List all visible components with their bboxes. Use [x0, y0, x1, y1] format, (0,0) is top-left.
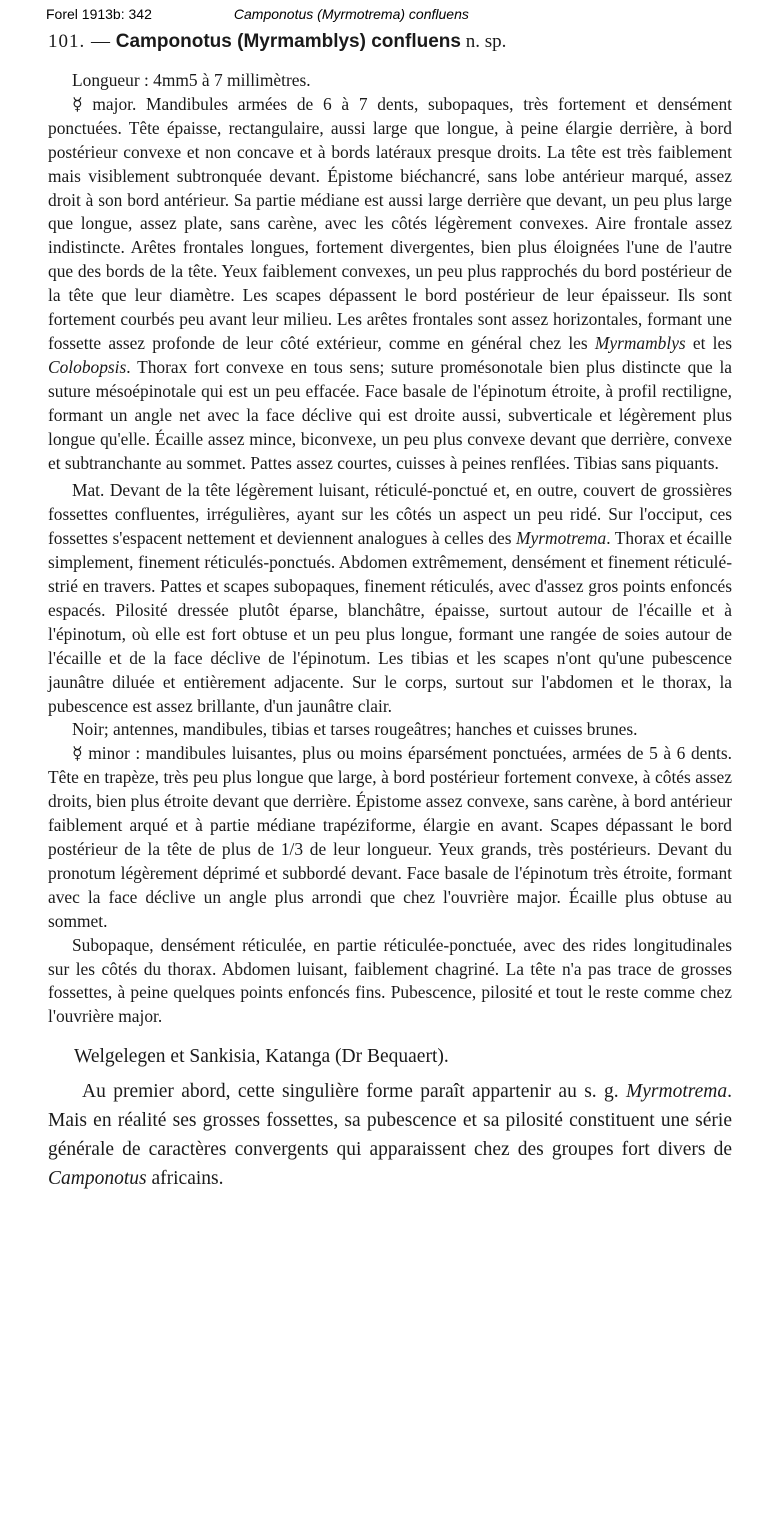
paragraph-minor-description: ☿ minor : mandibules luisantes, plus ou moins éparsément ponctuées, armées de 5 à 6 dents. Tête en trapèze, très peu plus longue que large, à bord postérieur fortement convexe, à côtés assez droits, bien plus étroite devant que derrière. Épistome assez convexe, sans carène, à bord antérieur faiblement arqué et à partie médiane trapéziforme, élargie en avant. Scapes dépassant le bord postérieur de la tête de plus de 1/3 de leur longueur. Yeux grands, très postérieurs. Devant du pronotum légèrement déprimé et subbordé devant. Face basale de l'épinotum très étroite, formant avec la face déclive un angle plus arrondi que chez l'ouvrière major. Écaille plus obtuse au sommet. — [48, 743, 732, 931]
paragraph-length: Longueur : 4mm5 à 7 millimètres. — [72, 70, 311, 90]
page-header — [46, 6, 764, 22]
species-number: 101. — — [48, 31, 111, 52]
paragraph-sculpture: Mat. Devant de la tête légèrement luisant, réticulé-ponctué et, en outre, couvert de grossières fossettes confluentes, irrégulières, ayant sur les côtés un aspect un peu ridé. Sur l'occiput, ces fossettes s'espacent nettement et deviennent analogues à celles des Myrmotrema. Thorax et écaille simplement, finement réticulés-ponctués. Abdomen extrêmement, densément et finement réticulé-strié en travers. Pattes et scapes subopaques, finement réticulés, avec d'assez gros points enfoncés espacés. Pilosité dressée plutôt éparse, blanchâtre, épaisse, surtout autour de l'écaille et à l'épinotum, où elle est fort obtuse et un peu plus longue, formant une rangée de soies autour de l'écaille et de la face déclive de l'épinotum. Les tibias et les scapes n'ont qu'une pubescence jaunâtre diluée et entièrement adjacente. Sur le corps, surtout sur l'abdomen et le thorax, la pubescence est assez brillante, d'un jaunâtre clair. — [48, 480, 733, 716]
header-taxon: Camponotus (Myrmotrema) confluens — [233, 6, 469, 22]
paragraph-minor-sculpture: Subopaque, densément réticulée, en partie réticulée-ponctuée, avec des rides longitudinales sur les côtés du thorax. Abdomen luisant, faiblement chagriné. La tête n'a pas trace de grosses fossettes, à peine quelques points enfoncés fins. Pubescence, pilosité et tout le reste comme chez l'ouvrière major. — [48, 934, 732, 1027]
paragraph-major-description: ☿ major. Mandibules armées de 6 à 7 dents, subopaques, très fortement et densément ponctuées. Tête épaisse, rectangulaire, aussi large que longue, à peine élargie derrière, à bord postérieur convexe et non concave et à bords latéraux presque droits. La tête est très faiblement mais visiblement subtronquée devant. Épistome biéchancré, sans lobe antérieur marqué, assez droit à son bord antérieur. Sa partie médiane est aussi large derrière que devant, un peu plus large que longue, assez plate, sans carène, avec les côtés légèrement convexes. Aire frontale assez indistincte. Arêtes frontales longues, fortement divergentes, bien plus éloignées l'une de l'autre que des bords de la tête. Yeux faiblement convexes, un peu plus rapprochés du bord postérieur de la tête que leur diamètre. Les scapes dépassent le bord postérieur de leur épaisseur. Ils sont fortement courbés peu avant leur milieu. Les arêtes frontales sont assez horizontales, formant une fossette assez profonde de leur côté extérieur, comme en général chez les Myrmamblys et les Colobopsis. Thorax fort convexe en tous sens; suture promésonotale bien plus distincte que la suture mésoépinotale qui est un peu effacée. Face basale de l'épinotum étroite, à profil rectiligne, formant un angle net avec la face déclive qui est droite aussi, subverticale et légèrement plus longue qu'elle. Écaille assez mince, biconvexe, un peu plus convexe devant que derrière, convexe et subtranchante au sommet. Pattes assez courtes, cuisses à peines renflées. Tibias sans piquants. — [48, 93, 732, 473]
remark-paragraph: Au premier abord, cette singulière forme paraît appartenir au s. g. Myrmotrema. Mais en réalité ses grosses fossettes, sa pubescence et sa pilosité constituent une série générale de caractères convergents qui apparaissent chez des groupes fort divers de Camponotus africains. — [48, 1081, 732, 1190]
species-status: n. sp. — [465, 31, 507, 52]
citation: Forel 1913b: 342 — [46, 6, 152, 22]
type-locality: Welgelegen et Sankisia, Katanga (Dr Bequaert). — [74, 1046, 449, 1068]
species-name: Camponotus (Myrmamblys) confluens — [115, 31, 461, 52]
paragraph-color: Noir; antennes, mandibules, tibias et tarses rougeâtres; hanches et cuisses brunes. — [72, 719, 638, 740]
species-heading — [48, 28, 732, 56]
document-body — [48, 28, 732, 1193]
